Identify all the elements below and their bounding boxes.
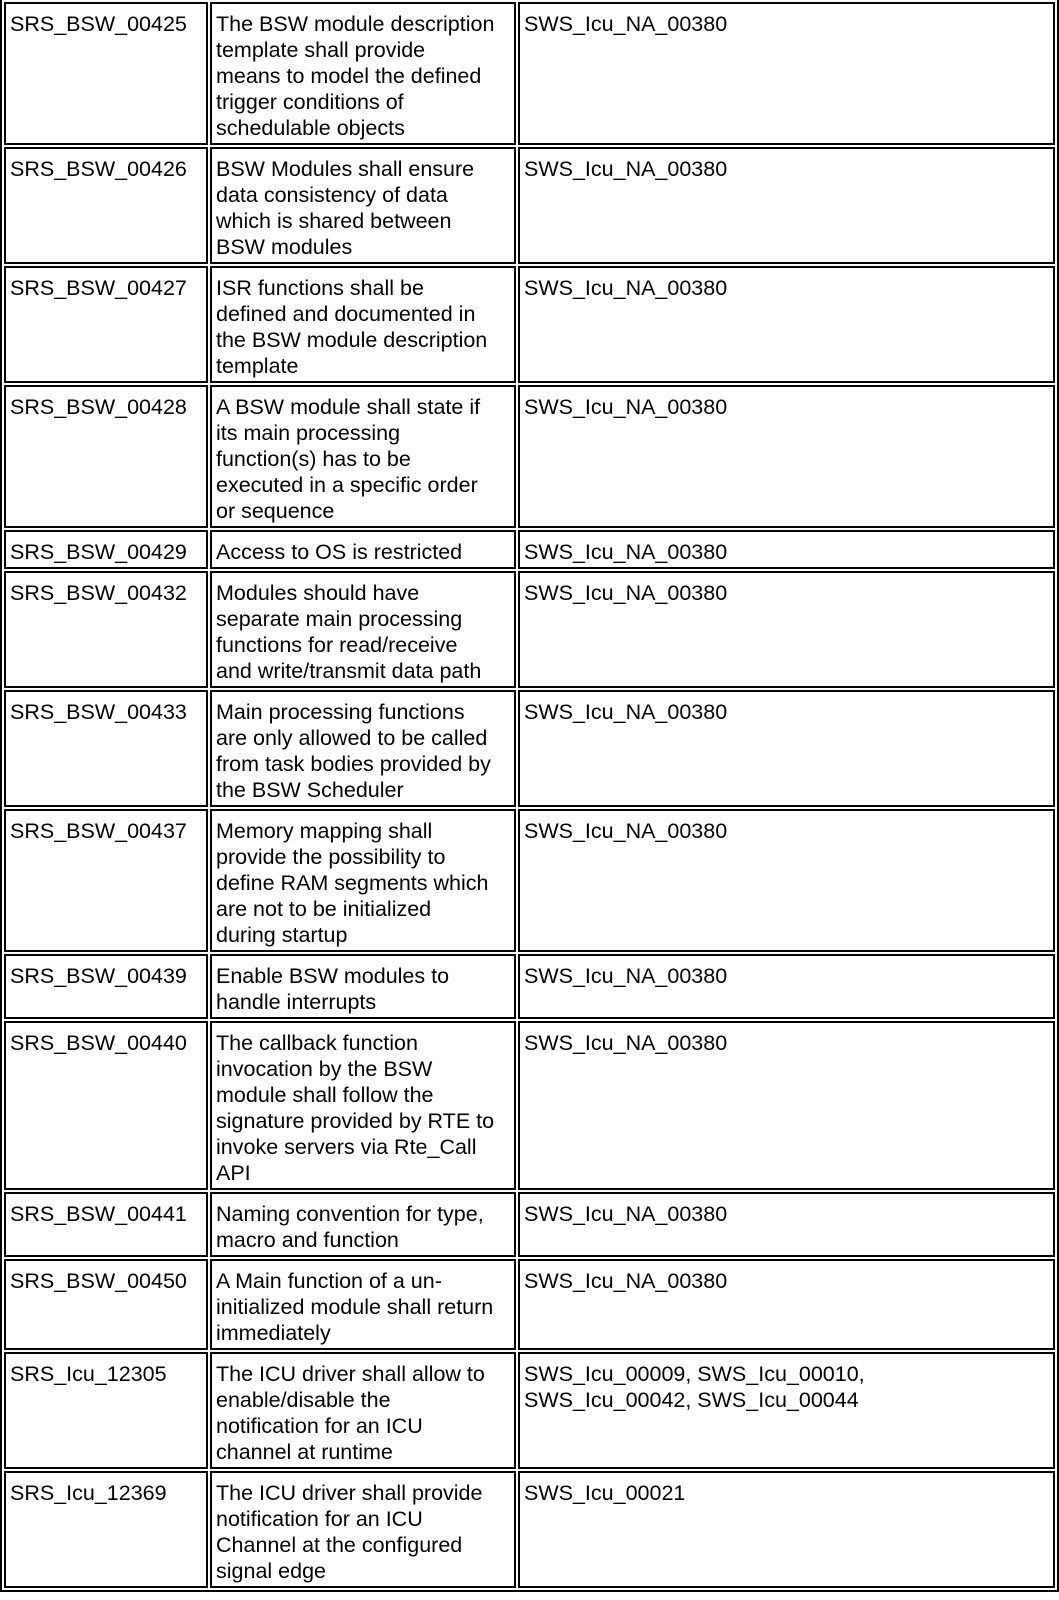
description-cell: BSW Modules shall ensure data consistency of data which is shared between BSW modules xyxy=(210,147,516,264)
table-row xyxy=(4,1192,1055,1257)
description-cell: The BSW module description template shall provide means to model the defined trigger conditions of schedulable objects xyxy=(210,2,516,145)
satisfied-by-cell: SWS_Icu_NA_00380 xyxy=(518,690,1055,807)
description-cell: A BSW module shall state if its main processing function(s) has to be executed in a specific order or sequence xyxy=(210,385,516,528)
table-row xyxy=(4,690,1055,807)
satisfied-by-cell: SWS_Icu_NA_00380 xyxy=(518,147,1055,264)
table-row xyxy=(4,1021,1055,1190)
description-cell: Enable BSW modules to handle interrupts xyxy=(210,954,516,1019)
requirement-id-cell: SRS_BSW_00432 xyxy=(4,571,208,688)
requirement-id-cell: SRS_Icu_12305 xyxy=(4,1352,208,1469)
requirement-id-cell: SRS_Icu_12369 xyxy=(4,1471,208,1588)
description-cell: ISR functions shall be defined and documented in the BSW module description template xyxy=(210,266,516,383)
table-row xyxy=(4,1259,1055,1350)
requirement-id-cell: SRS_BSW_00441 xyxy=(4,1192,208,1257)
table-row xyxy=(4,2,1055,145)
requirement-id-cell: SRS_BSW_00426 xyxy=(4,147,208,264)
table-row xyxy=(4,266,1055,383)
satisfied-by-cell: SWS_Icu_NA_00380 xyxy=(518,2,1055,145)
description-cell: The ICU driver shall provide notification for an ICU Channel at the configured signal edge xyxy=(210,1471,516,1588)
satisfied-by-cell: SWS_Icu_NA_00380 xyxy=(518,809,1055,952)
description-cell: Modules should have separate main processing functions for read/receive and write/transmit data path xyxy=(210,571,516,688)
requirement-id-cell: SRS_BSW_00437 xyxy=(4,809,208,952)
requirement-id-cell: SRS_BSW_00429 xyxy=(4,530,208,569)
satisfied-by-cell: SWS_Icu_NA_00380 xyxy=(518,1021,1055,1190)
requirement-id-cell: SRS_BSW_00433 xyxy=(4,690,208,807)
description-cell: Memory mapping shall provide the possibility to define RAM segments which are not to be initialized during startup xyxy=(210,809,516,952)
description-cell: Access to OS is restricted xyxy=(210,530,516,569)
requirement-id-cell: SRS_BSW_00428 xyxy=(4,385,208,528)
description-cell: Naming convention for type, macro and function xyxy=(210,1192,516,1257)
requirement-id-cell: SRS_BSW_00450 xyxy=(4,1259,208,1350)
requirement-id-cell: SRS_BSW_00439 xyxy=(4,954,208,1019)
table-row xyxy=(4,1352,1055,1469)
satisfied-by-cell: SWS_Icu_NA_00380 xyxy=(518,385,1055,528)
satisfied-by-cell: SWS_Icu_NA_00380 xyxy=(518,1192,1055,1257)
satisfied-by-cell: SWS_Icu_NA_00380 xyxy=(518,571,1055,688)
satisfied-by-cell: SWS_Icu_00009, SWS_Icu_00010, SWS_Icu_00042, SWS_Icu_00044 xyxy=(518,1352,1055,1469)
table-row xyxy=(4,1471,1055,1588)
table-row xyxy=(4,809,1055,952)
requirement-id-cell: SRS_BSW_00440 xyxy=(4,1021,208,1190)
satisfied-by-cell: SWS_Icu_00021 xyxy=(518,1471,1055,1588)
table-row xyxy=(4,954,1055,1019)
table-row xyxy=(4,385,1055,528)
table-row xyxy=(4,571,1055,688)
description-cell: Main processing functions are only allowed to be called from task bodies provided by the BSW Scheduler xyxy=(210,690,516,807)
requirement-id-cell: SRS_BSW_00427 xyxy=(4,266,208,383)
satisfied-by-cell: SWS_Icu_NA_00380 xyxy=(518,530,1055,569)
satisfied-by-cell: SWS_Icu_NA_00380 xyxy=(518,266,1055,383)
requirement-id-cell: SRS_BSW_00425 xyxy=(4,2,208,145)
description-cell: The ICU driver shall allow to enable/disable the notification for an ICU channel at runtime xyxy=(210,1352,516,1469)
description-cell: A Main function of a un- initialized module shall return immediately xyxy=(210,1259,516,1350)
description-cell: The callback function invocation by the BSW module shall follow the signature provided by RTE to invoke servers via Rte_Call API xyxy=(210,1021,516,1190)
table-row xyxy=(4,530,1055,569)
satisfied-by-cell: SWS_Icu_NA_00380 xyxy=(518,954,1055,1019)
satisfied-by-cell: SWS_Icu_NA_00380 xyxy=(518,1259,1055,1350)
table-row xyxy=(4,147,1055,264)
